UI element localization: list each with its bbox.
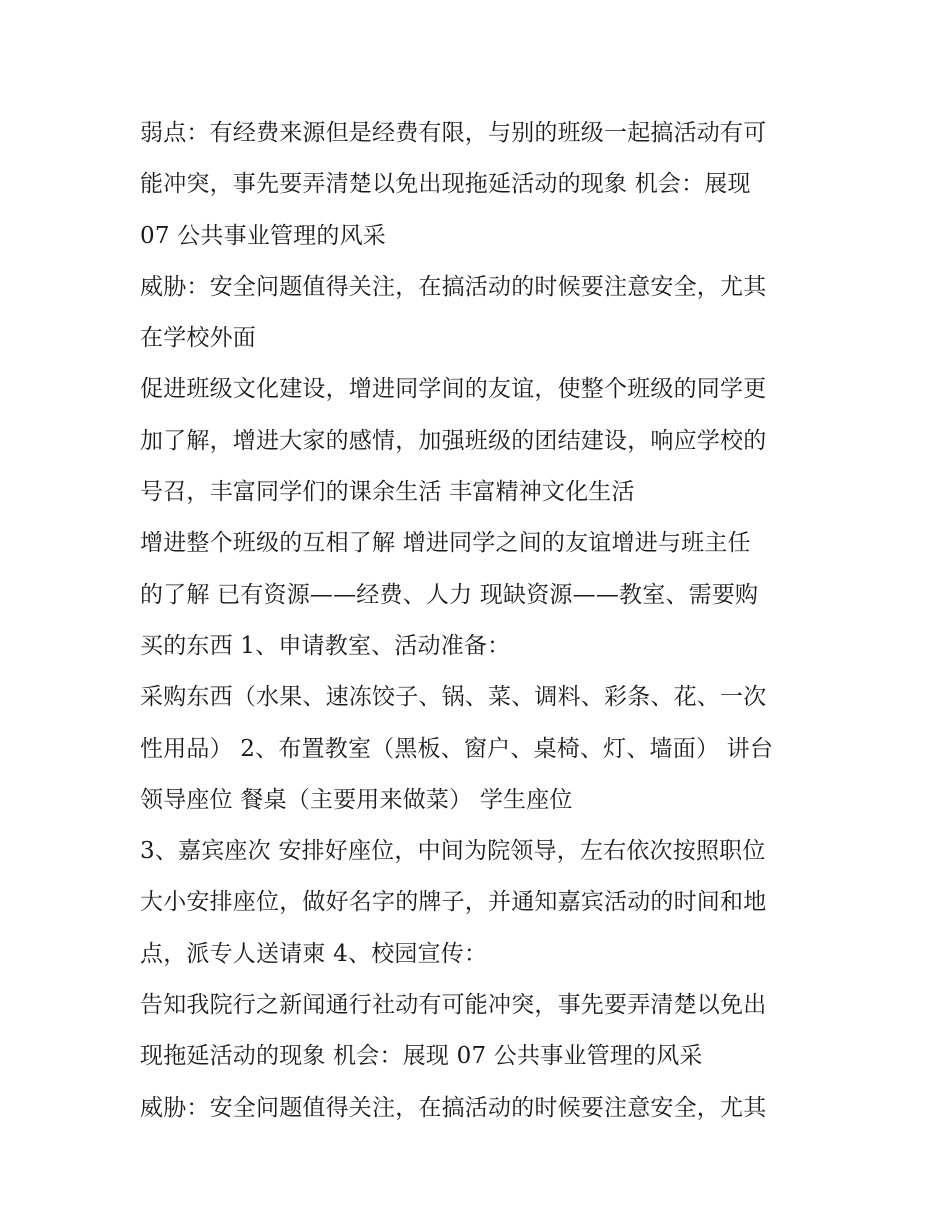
text-line: 买的东西 1、申请教室、活动准备： [140,632,511,659]
text-line: 弱点：有经费来源但是经费有限，与别的班级一起搞活动有可 [140,120,767,146]
text-line: 3、嘉宾座次 安排好座位，中间为院领导，左右依次按照职位 [140,838,766,865]
text-line: 告知我院行之新闻通行社动有可能冲突，事先要弄清楚以免出 [140,992,767,1019]
text-line: 07 公共事业管理的风采 [140,222,386,249]
text-line: 点，派专人送请柬 4、校园宣传： [140,940,488,967]
text-line: 的了解 已有资源——经费、人力 现缺资源——教室、需要购 [140,581,759,608]
text-line: 威胁：安全问题值得关注，在搞活动的时候要注意安全，尤其 [140,273,767,300]
text-line: 现拖延活动的现象 机会：展现 07 公共事业管理的风采 [140,1043,703,1070]
text-line: 促进班级文化建设，增进同学间的友谊，使整个班级的同学更 [140,376,767,403]
text-line: 增进整个班级的互相了解 增进同学之间的友谊增进与班主任 [140,530,751,557]
text-line: 性用品） 2、布置教室（黑板、窗户、桌椅、灯、墙面） 讲台 [140,735,774,762]
text-line: 能冲突，事先要弄清楚以免出现拖延活动的现象 机会：展现 [140,171,751,198]
text-line: 号召，丰富同学们的课余生活 丰富精神文化生活 [140,479,635,506]
text-line: 大小安排座位，做好名字的牌子，并通知嘉宾活动的时间和地 [140,889,767,916]
text-line: 威胁：安全问题值得关注，在搞活动的时候要注意安全，尤其 [140,1094,767,1121]
text-line: 加了解，增进大家的感情，加强班级的团结建设，响应学校的 [140,427,767,454]
text-line: 采购东西（水果、速冻饺子、锅、菜、调料、彩条、花、一次 [140,684,767,711]
text-line: 在学校外面 [140,325,256,352]
text-line: 领导座位 餐桌（主要用来做菜） 学生座位 [140,786,573,813]
document-body [140,108,820,1134]
